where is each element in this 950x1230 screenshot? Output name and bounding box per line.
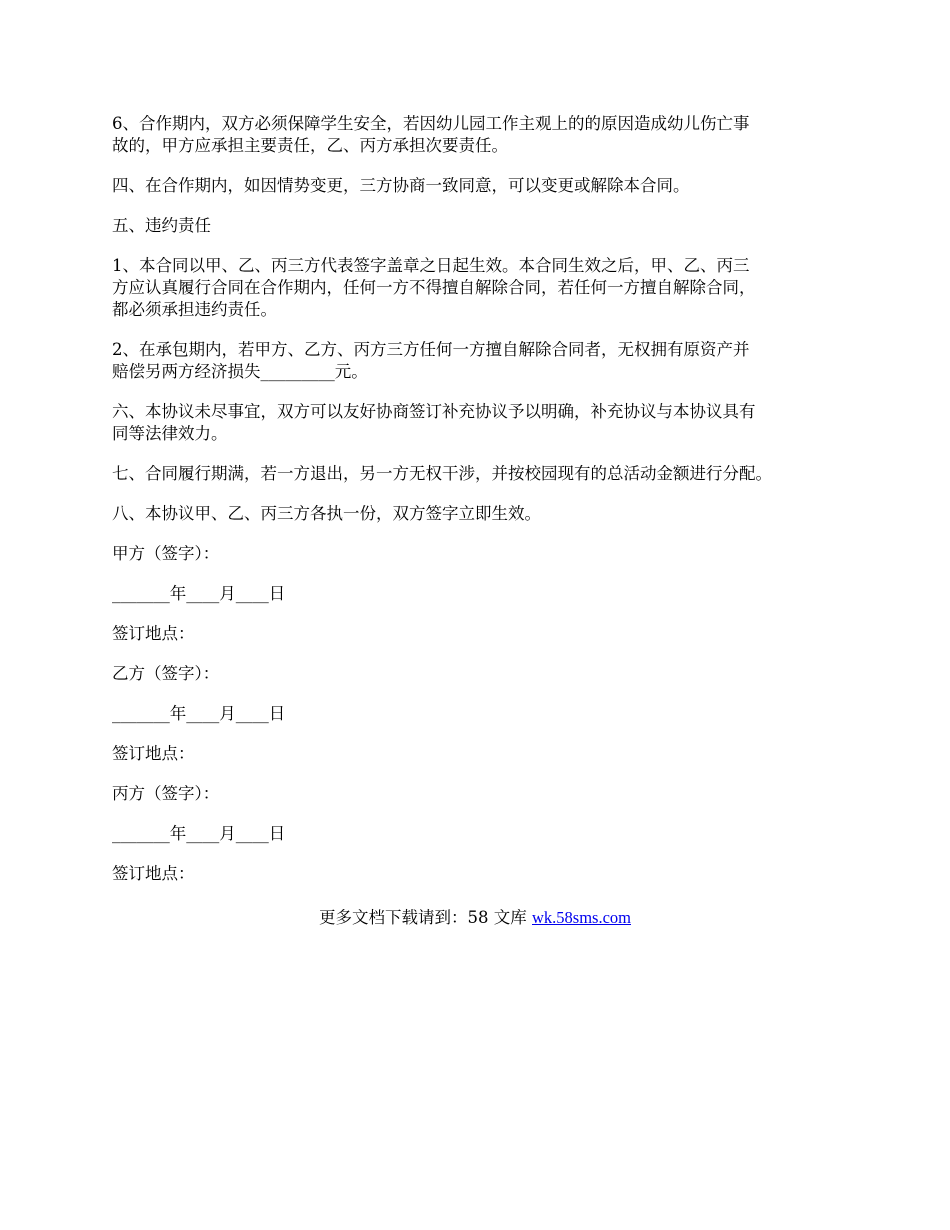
clause-6-supplementary: 六、本协议未尽事宜，双方可以友好协商签订补充协议予以明确，补充协议与本协议具有 同等法律效力。 (112, 402, 756, 443)
section-5-heading: 五、违约责任 (112, 216, 211, 235)
clause-8-copies: 八、本协议甲、乙、丙三方各执一份，双方签字立即生效。 (112, 504, 541, 523)
footer-link[interactable]: wk.58sms.com (532, 908, 631, 927)
party-a-date: _______年____月____日 (112, 584, 286, 603)
party-b-place: 签订地点： (112, 744, 195, 763)
clause-6-safety: 6、合作期内，双方必须保障学生安全，若因幼儿园工作主观上的的原因造成幼儿伤亡事 故的，甲方应承担主要责任，乙、丙方承担次要责任。 (112, 114, 750, 155)
party-a-place: 签订地点： (112, 624, 195, 643)
download-footer (0, 907, 950, 929)
party-b-date: _______年____月____日 (112, 704, 286, 723)
footer-prefix: 更多文档下载请到：58 文库 (319, 908, 532, 927)
clause-7-expiry: 七、合同履行期满，若一方退出，另一方无权干涉，并按校园现有的总活动金额进行分配。 (112, 464, 772, 483)
document-body (112, 113, 852, 903)
clause-4-modification: 四、在合作期内，如因情势变更，三方协商一致同意，可以变更或解除本合同。 (112, 176, 690, 195)
clause-5-2-compensation: 2、在承包期内，若甲方、乙方、丙方三方任何一方擅自解除合同者，无权拥有原资产并 赔偿另两方经济损失_________元。 (112, 340, 750, 381)
party-c-signature: 丙方（签字）： (112, 784, 220, 803)
party-b-signature: 乙方（签字）： (112, 664, 220, 683)
party-c-date: _______年____月____日 (112, 824, 286, 843)
party-c-place: 签订地点： (112, 864, 195, 883)
clause-5-1-effectiveness: 1、本合同以甲、乙、丙三方代表签字盖章之日起生效。本合同生效之后，甲、乙、丙三 方应认真履行合同在合作期内，任何一方不得擅自解除合同，若任何一方擅自解除合同， 都必须承担违约责任。 (112, 256, 756, 319)
party-a-signature: 甲方（签字）： (112, 544, 220, 563)
